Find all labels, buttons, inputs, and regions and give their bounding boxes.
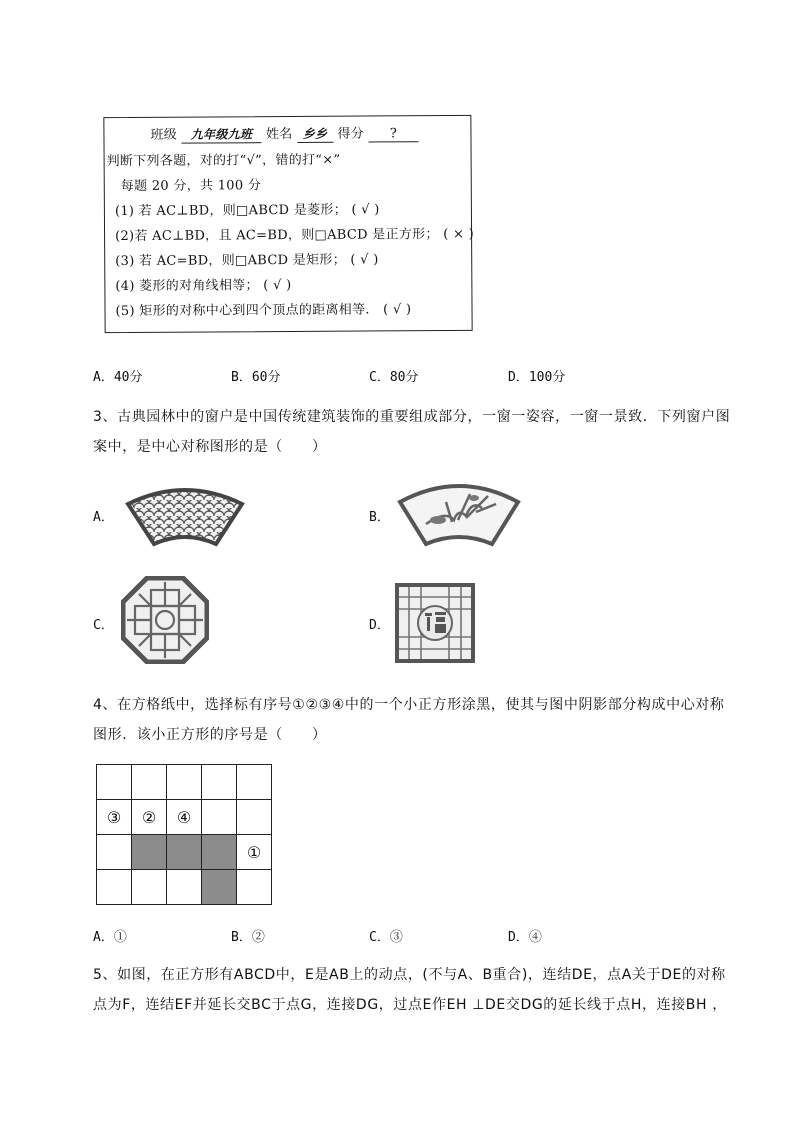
grid-row xyxy=(97,800,272,835)
q4-stem: 4、在方格纸中，选择标有序号①②③④中的一个小正方形涂黑，使其与图中阴影部分构成中心对称 图形．该小正方形的序号是（ ） xyxy=(93,697,725,743)
score-label: 得分 xyxy=(337,126,365,142)
grid-row xyxy=(97,765,272,800)
grid-row xyxy=(97,835,272,870)
q3-stem: 3、古典园林中的窗户是中国传统建筑装饰的重要组成部分，一窗一姿容，一窗一景致．下列窗户图 案中，是中心对称图形的是（ ） xyxy=(93,409,731,455)
sheet-item-5: (5) 矩形的对称中心到四个顶点的距离相等． ( √ ) xyxy=(115,302,412,320)
sheet-points: 每题 20 分，共 100 分 xyxy=(120,178,262,195)
class-label: 班级 xyxy=(150,127,178,143)
grid-mark-4: ④ xyxy=(167,800,202,835)
class-value: 九年级九班 xyxy=(181,125,261,143)
sheet-header xyxy=(150,122,418,144)
answer-sheet-image xyxy=(103,115,475,333)
sheet-instruction: 判断下列各题，对的打“√”，错的打“×” xyxy=(106,152,341,170)
q2-option-a: A．40分 xyxy=(93,370,143,385)
shaded-cell xyxy=(132,835,167,870)
sheet-item-3: (3) 若 AC=BD，则□ABCD 是矩形； ( √ ) xyxy=(115,252,379,270)
grid-mark-2: ② xyxy=(132,800,167,835)
q2-option-c: C．80分 xyxy=(369,370,419,385)
shaded-cell xyxy=(167,835,202,870)
q3-label-a: A． xyxy=(93,510,114,525)
score-value: ? xyxy=(368,126,418,142)
grid-mark-1: ① xyxy=(237,835,272,870)
square-fu-window-image xyxy=(395,583,475,663)
q2-option-b: B．60分 xyxy=(231,370,281,385)
q3-label-b: B． xyxy=(369,510,390,525)
q5-stem: 5、如图，在正方形有ABCD中，E是AB上的动点，(不与A、B重合)，连结DE，点A关于DE的对称 点为F，连结EF并延长交BC于点G，连接DG，过点E作EH ⊥DE交DG的延长线于点H，连接BH ， xyxy=(93,967,727,1013)
q4-option-a: A．① xyxy=(93,930,127,945)
fan-scale-window-image xyxy=(124,484,246,548)
q4-option-b: B．② xyxy=(231,930,265,945)
octagon-window-image xyxy=(121,576,209,664)
q3-label-c: C． xyxy=(93,618,114,633)
square-grid xyxy=(96,764,272,905)
grid-row xyxy=(97,870,272,905)
grid-mark-3: ③ xyxy=(97,800,132,835)
sheet-item-4: (4) 菱形的对角线相等； ( √ ) xyxy=(115,277,292,295)
sheet-item-2: (2)若 AC⊥BD，且 AC=BD，则□ABCD 是正方形； ( × ) xyxy=(115,226,475,245)
name-label: 姓名 xyxy=(265,126,293,143)
fan-orchid-window-image xyxy=(396,480,522,548)
q3-label-d: D． xyxy=(369,618,390,633)
sheet-item-1: (1) 若 AC⊥BD，则□ABCD 是菱形； ( √ ) xyxy=(114,202,380,220)
shaded-cell xyxy=(202,870,237,905)
name-value: 乡乡 xyxy=(297,125,333,143)
q4-option-d: D．④ xyxy=(508,930,542,945)
q2-option-d: D．100分 xyxy=(508,370,566,385)
q4-option-c: C．③ xyxy=(369,930,403,945)
shaded-cell xyxy=(202,835,237,870)
